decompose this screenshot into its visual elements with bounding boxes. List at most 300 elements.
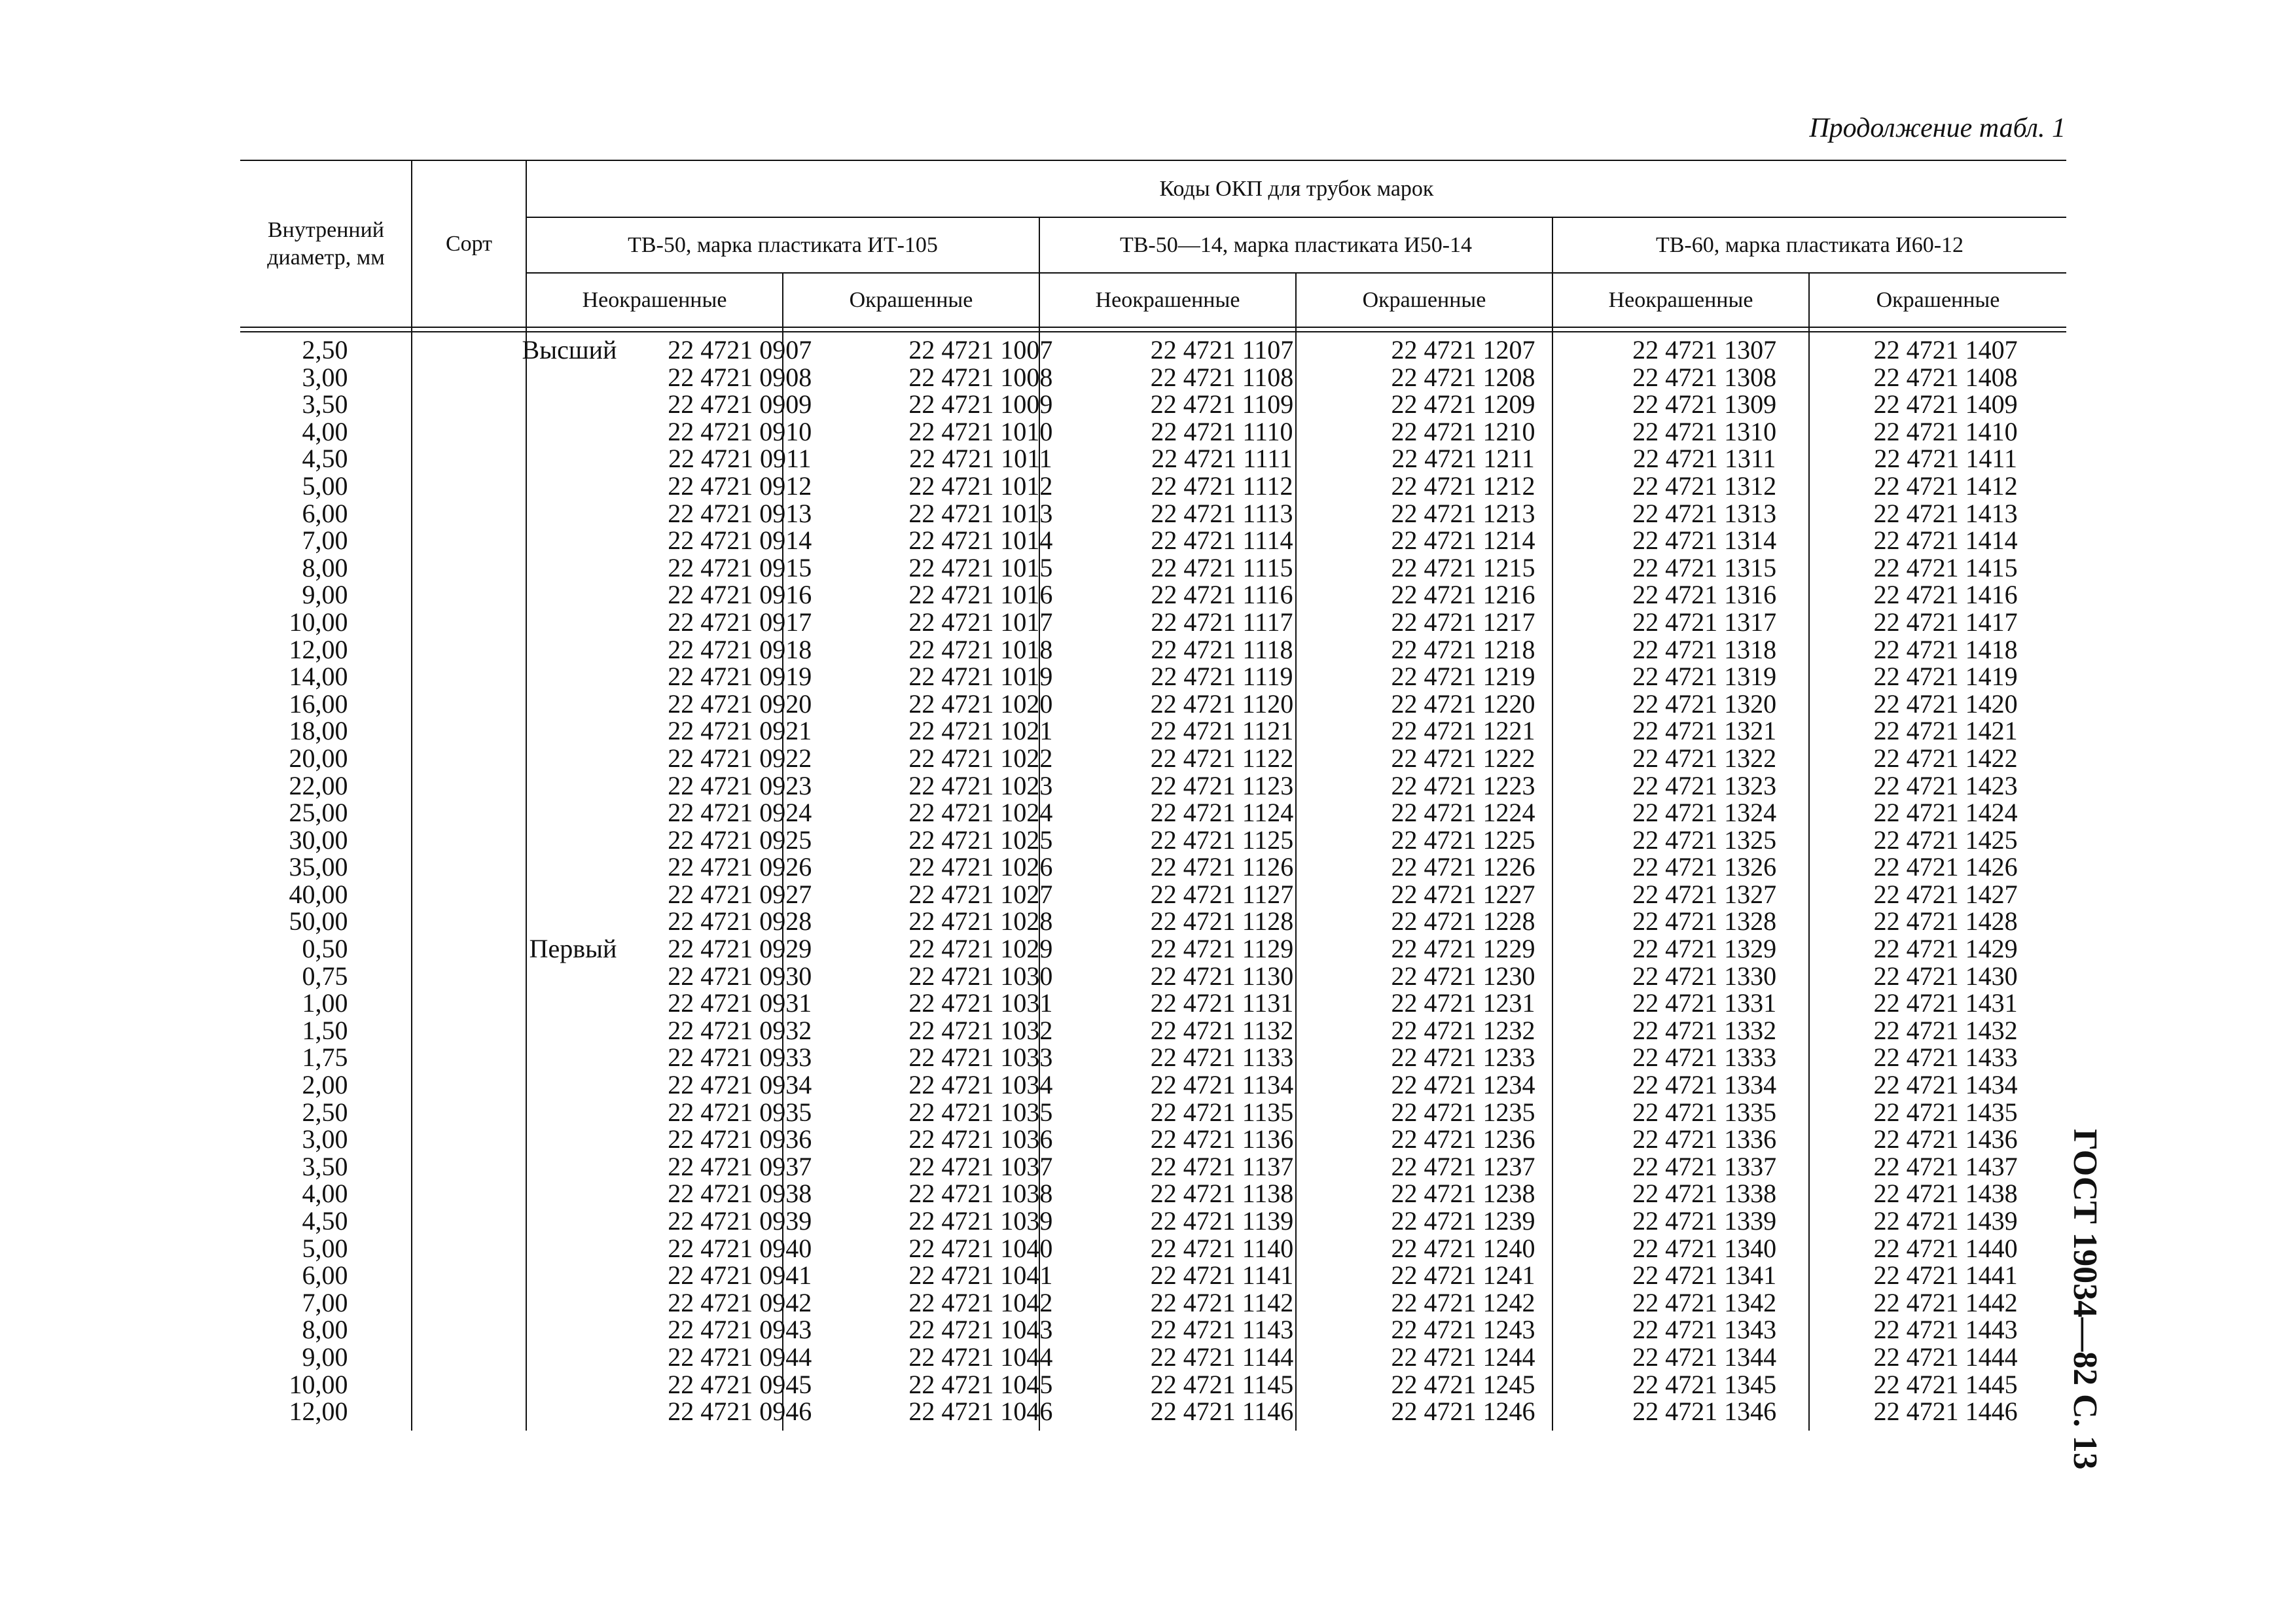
diameter-cell: 30,00 bbox=[289, 825, 348, 855]
okp-code-cell: 22 4721 1232 bbox=[1391, 1015, 1535, 1045]
okp-code-cell: 22 4721 0930 bbox=[668, 961, 812, 991]
okp-code-cell: 22 4721 1334 bbox=[1632, 1070, 1777, 1100]
okp-code-cell: 22 4721 1212 bbox=[1391, 471, 1535, 501]
okp-code-cell: 22 4721 1319 bbox=[1632, 662, 1777, 692]
okp-code-cell: 22 4721 1429 bbox=[1873, 934, 2018, 964]
okp-code-cell: 22 4721 1010 bbox=[908, 416, 1053, 446]
okp-code-cell: 22 4721 1114 bbox=[1151, 526, 1293, 556]
diameter-cell: 6,00 bbox=[302, 1260, 348, 1291]
okp-code-cell: 22 4721 1338 bbox=[1632, 1179, 1777, 1209]
diameter-cell: 4,00 bbox=[302, 416, 348, 446]
header-sub-2: Окрашенные bbox=[849, 287, 973, 312]
diameter-cell: 7,00 bbox=[302, 1287, 348, 1317]
table-row bbox=[240, 391, 2066, 418]
okp-code-cell: 22 4721 1415 bbox=[1873, 552, 2018, 582]
okp-code-cell: 22 4721 1016 bbox=[908, 580, 1053, 610]
okp-code-cell: 22 4721 1321 bbox=[1632, 716, 1777, 746]
okp-code-cell: 22 4721 0944 bbox=[668, 1342, 812, 1372]
okp-code-cell: 22 4721 1242 bbox=[1391, 1287, 1535, 1317]
okp-code-cell: 22 4721 0931 bbox=[668, 988, 812, 1018]
table-row bbox=[240, 1235, 2066, 1262]
okp-code-cell: 22 4721 1126 bbox=[1150, 852, 1294, 882]
grade-cell: Высший bbox=[522, 335, 617, 365]
okp-code-cell: 22 4721 1309 bbox=[1632, 389, 1777, 419]
okp-code-cell: 22 4721 0932 bbox=[668, 1015, 812, 1045]
okp-code-cell: 22 4721 1046 bbox=[908, 1397, 1053, 1427]
header-group-1: ТВ-50, марка пластиката ИТ-105 bbox=[628, 232, 938, 257]
okp-code-cell: 22 4721 1222 bbox=[1391, 743, 1535, 773]
okp-code-cell: 22 4721 1245 bbox=[1391, 1369, 1535, 1399]
okp-code-cell: 22 4721 1230 bbox=[1391, 961, 1535, 991]
diameter-cell: 3,50 bbox=[302, 389, 348, 419]
okp-code-cell: 22 4721 1431 bbox=[1873, 988, 2018, 1018]
okp-code-cell: 22 4721 1413 bbox=[1873, 498, 2018, 528]
okp-code-cell: 22 4721 1434 bbox=[1873, 1070, 2018, 1100]
okp-code-cell: 22 4721 1339 bbox=[1632, 1206, 1777, 1236]
okp-code-cell: 22 4721 1410 bbox=[1873, 416, 2018, 446]
okp-code-cell: 22 4721 1345 bbox=[1632, 1369, 1777, 1399]
grade-cell bbox=[348, 1044, 620, 1071]
okp-code-cell: 22 4721 0919 bbox=[668, 662, 812, 692]
okp-code-cell: 22 4721 1014 bbox=[908, 526, 1053, 556]
diameter-cell: 5,00 bbox=[302, 471, 348, 501]
okp-code-cell: 22 4721 1127 bbox=[1150, 879, 1294, 909]
diameter-cell: 3,00 bbox=[302, 362, 348, 392]
diameter-cell: 6,00 bbox=[302, 498, 348, 528]
grade-cell bbox=[348, 500, 620, 527]
table-row bbox=[240, 500, 2066, 527]
okp-code-cell: 22 4721 1207 bbox=[1391, 335, 1535, 365]
okp-code-cell: 22 4721 0943 bbox=[668, 1315, 812, 1345]
okp-code-cell: 22 4721 1315 bbox=[1632, 552, 1777, 582]
okp-code-cell: 22 4721 1144 bbox=[1150, 1342, 1294, 1372]
grade-cell bbox=[348, 1371, 620, 1399]
okp-code-cell: 22 4721 1140 bbox=[1150, 1233, 1294, 1263]
okp-code-cell: 22 4721 1009 bbox=[908, 389, 1053, 419]
okp-code-cell: 22 4721 0946 bbox=[668, 1397, 812, 1427]
okp-code-cell: 22 4721 0921 bbox=[668, 716, 812, 746]
okp-code-cell: 22 4721 1107 bbox=[1150, 335, 1294, 365]
grade-cell bbox=[348, 636, 620, 664]
okp-code-cell: 22 4721 1424 bbox=[1873, 798, 2018, 828]
grade-cell bbox=[348, 1316, 620, 1344]
grade-cell bbox=[348, 1235, 620, 1262]
standard-page-label: ГОСТ 19034—82 С. 13 bbox=[2066, 1129, 2104, 1470]
okp-code-cell: 22 4721 0942 bbox=[668, 1287, 812, 1317]
okp-code-cell: 22 4721 1437 bbox=[1873, 1151, 2018, 1181]
grade-cell bbox=[348, 554, 620, 582]
okp-code-cell: 22 4721 1216 bbox=[1391, 580, 1535, 610]
header-grade: Сорт bbox=[445, 231, 493, 256]
okp-code-cell: 22 4721 1041 bbox=[908, 1260, 1053, 1291]
okp-code-cell: 22 4721 1314 bbox=[1632, 526, 1777, 556]
okp-code-cell: 22 4721 1329 bbox=[1632, 934, 1777, 964]
okp-code-cell: 22 4721 1039 bbox=[908, 1206, 1053, 1236]
okp-code-cell: 22 4721 0937 bbox=[668, 1151, 812, 1181]
okp-code-cell: 22 4721 1213 bbox=[1391, 498, 1535, 528]
table-row bbox=[240, 1344, 2066, 1371]
table-row bbox=[240, 1017, 2066, 1044]
okp-code-cell: 22 4721 1028 bbox=[908, 906, 1053, 936]
okp-code-cell: 22 4721 1133 bbox=[1150, 1043, 1294, 1073]
diameter-cell: 14,00 bbox=[289, 662, 348, 692]
table-row bbox=[240, 1316, 2066, 1344]
okp-code-cell: 22 4721 1221 bbox=[1391, 716, 1535, 746]
table-row bbox=[240, 881, 2066, 908]
table-row bbox=[240, 1289, 2066, 1317]
okp-code-cell: 22 4721 1420 bbox=[1873, 688, 2018, 719]
header-codes-title: Коды ОКП для трубок марок bbox=[1159, 176, 1434, 201]
okp-code-cell: 22 4721 0910 bbox=[668, 416, 812, 446]
okp-code-cell: 22 4721 1237 bbox=[1391, 1151, 1535, 1181]
grade-cell bbox=[348, 799, 620, 827]
okp-code-cell: 22 4721 1322 bbox=[1632, 743, 1777, 773]
okp-code-cell: 22 4721 1346 bbox=[1632, 1397, 1777, 1427]
diameter-cell: 1,00 bbox=[302, 988, 348, 1018]
diameter-cell: 0,50 bbox=[302, 934, 348, 964]
okp-code-cell: 22 4721 1316 bbox=[1632, 580, 1777, 610]
okp-code-cell: 22 4721 1240 bbox=[1391, 1233, 1535, 1263]
okp-code-cell: 22 4721 0915 bbox=[668, 552, 812, 582]
okp-code-cell: 22 4721 1018 bbox=[908, 634, 1053, 664]
okp-code-cell: 22 4721 1111 bbox=[1151, 444, 1293, 474]
okp-code-cell: 22 4721 1243 bbox=[1391, 1315, 1535, 1345]
okp-code-cell: 22 4721 1421 bbox=[1873, 716, 2018, 746]
diameter-cell: 0,75 bbox=[302, 961, 348, 991]
okp-code-cell: 22 4721 1142 bbox=[1150, 1287, 1294, 1317]
diameter-cell: 50,00 bbox=[289, 906, 348, 936]
okp-code-cell: 22 4721 1227 bbox=[1391, 879, 1535, 909]
header-diameter: Внутренний диаметр, мм bbox=[267, 217, 385, 270]
okp-code-cell: 22 4721 1320 bbox=[1632, 688, 1777, 719]
table-row bbox=[240, 1180, 2066, 1207]
diameter-cell: 1,50 bbox=[302, 1015, 348, 1045]
table-row bbox=[240, 1044, 2066, 1071]
okp-code-cell: 22 4721 0916 bbox=[668, 580, 812, 610]
okp-code-cell: 22 4721 1108 bbox=[1150, 362, 1294, 392]
table-row bbox=[240, 908, 2066, 935]
table-row bbox=[240, 609, 2066, 636]
okp-code-cell: 22 4721 1409 bbox=[1873, 389, 2018, 419]
okp-code-cell: 22 4721 1033 bbox=[908, 1043, 1053, 1073]
grade-cell bbox=[348, 827, 620, 854]
diameter-cell: 8,00 bbox=[302, 552, 348, 582]
okp-code-cell: 22 4721 1418 bbox=[1873, 634, 2018, 664]
table-row bbox=[240, 1126, 2066, 1153]
grade-cell bbox=[348, 1207, 620, 1235]
okp-code-cell: 22 4721 1138 bbox=[1150, 1179, 1294, 1209]
okp-code-cell: 22 4721 1241 bbox=[1391, 1260, 1535, 1291]
okp-code-cell: 22 4721 1143 bbox=[1150, 1315, 1294, 1345]
okp-code-cell: 22 4721 1208 bbox=[1391, 362, 1535, 392]
okp-code-cell: 22 4721 0934 bbox=[668, 1070, 812, 1100]
diameter-cell: 2,50 bbox=[302, 1097, 348, 1127]
okp-code-cell: 22 4721 1440 bbox=[1873, 1233, 2018, 1263]
okp-code-cell: 22 4721 1035 bbox=[908, 1097, 1053, 1127]
okp-code-cell: 22 4721 1229 bbox=[1391, 934, 1535, 964]
okp-code-cell: 22 4721 1044 bbox=[908, 1342, 1053, 1372]
okp-code-cell: 22 4721 1024 bbox=[908, 798, 1053, 828]
header-sub-1: Неокрашенные bbox=[582, 287, 727, 312]
okp-code-cell: 22 4721 1134 bbox=[1150, 1070, 1294, 1100]
grade-cell bbox=[348, 1289, 620, 1317]
okp-code-cell: 22 4721 1209 bbox=[1391, 389, 1535, 419]
okp-code-cell: 22 4721 1036 bbox=[908, 1124, 1053, 1154]
okp-code-cell: 22 4721 1219 bbox=[1391, 662, 1535, 692]
okp-code-cell: 22 4721 1119 bbox=[1151, 662, 1293, 692]
diameter-cell: 2,00 bbox=[302, 1070, 348, 1100]
okp-code-cell: 22 4721 1411 bbox=[1874, 444, 2017, 474]
okp-code-cell: 22 4721 1042 bbox=[908, 1287, 1053, 1317]
okp-code-cell: 22 4721 1020 bbox=[908, 688, 1053, 719]
okp-code-cell: 22 4721 1326 bbox=[1632, 852, 1777, 882]
okp-code-cell: 22 4721 1012 bbox=[908, 471, 1053, 501]
diameter-cell: 10,00 bbox=[289, 607, 348, 637]
table-row bbox=[240, 717, 2066, 745]
okp-code-cell: 22 4721 1210 bbox=[1391, 416, 1535, 446]
okp-code-cell: 22 4721 1135 bbox=[1150, 1097, 1294, 1127]
okp-code-cell: 22 4721 1235 bbox=[1391, 1097, 1535, 1127]
okp-code-cell: 22 4721 1414 bbox=[1873, 526, 2018, 556]
okp-code-cell: 22 4721 1311 bbox=[1632, 444, 1776, 474]
header-bottom-rule-2 bbox=[240, 331, 2066, 332]
okp-code-cell: 22 4721 0945 bbox=[668, 1369, 812, 1399]
okp-code-cell: 22 4721 1438 bbox=[1873, 1179, 2018, 1209]
okp-code-cell: 22 4721 1032 bbox=[908, 1015, 1053, 1045]
header-group-3: ТВ-60, марка пластиката И60-12 bbox=[1655, 232, 1964, 257]
grade-cell bbox=[348, 1398, 620, 1425]
okp-code-cell: 22 4721 1313 bbox=[1632, 498, 1777, 528]
okp-code-cell: 22 4721 1439 bbox=[1873, 1206, 2018, 1236]
grade-cell bbox=[348, 473, 620, 500]
table-row bbox=[240, 853, 2066, 881]
okp-code-cell: 22 4721 1026 bbox=[908, 852, 1053, 882]
okp-code-cell: 22 4721 0925 bbox=[668, 825, 812, 855]
grade-cell bbox=[348, 1017, 620, 1044]
header-sub-4: Окрашенные bbox=[1362, 287, 1486, 312]
okp-code-cell: 22 4721 1214 bbox=[1391, 526, 1535, 556]
okp-code-cell: 22 4721 1218 bbox=[1391, 634, 1535, 664]
okp-code-cell: 22 4721 0922 bbox=[668, 743, 812, 773]
okp-code-cell: 22 4721 1034 bbox=[908, 1070, 1053, 1100]
okp-code-cell: 22 4721 0918 bbox=[668, 634, 812, 664]
okp-code-cell: 22 4721 1220 bbox=[1391, 688, 1535, 719]
grade-cell bbox=[348, 663, 620, 690]
okp-code-cell: 22 4721 1307 bbox=[1632, 335, 1777, 365]
okp-code-cell: 22 4721 1446 bbox=[1873, 1397, 2018, 1427]
okp-code-cell: 22 4721 0924 bbox=[668, 798, 812, 828]
diameter-cell: 12,00 bbox=[289, 1397, 348, 1427]
table-row bbox=[240, 445, 2066, 473]
okp-code-cell: 22 4721 1341 bbox=[1632, 1260, 1777, 1291]
okp-code-cell: 22 4721 1335 bbox=[1632, 1097, 1777, 1127]
okp-code-cell: 22 4721 0941 bbox=[668, 1260, 812, 1291]
table-row bbox=[240, 418, 2066, 446]
okp-code-cell: 22 4721 1408 bbox=[1873, 362, 2018, 392]
header-sub-5: Неокрашенные bbox=[1608, 287, 1753, 312]
okp-code-cell: 22 4721 1332 bbox=[1632, 1015, 1777, 1045]
okp-code-cell: 22 4721 1022 bbox=[908, 743, 1053, 773]
okp-code-cell: 22 4721 1031 bbox=[908, 988, 1053, 1018]
okp-code-cell: 22 4721 1115 bbox=[1151, 552, 1293, 582]
table-row bbox=[240, 663, 2066, 690]
okp-code-cell: 22 4721 1436 bbox=[1873, 1124, 2018, 1154]
table-row bbox=[240, 799, 2066, 827]
grade-cell bbox=[348, 1262, 620, 1289]
table-row bbox=[240, 827, 2066, 854]
okp-code-cell: 22 4721 1337 bbox=[1632, 1151, 1777, 1181]
okp-code-cell: 22 4721 1443 bbox=[1873, 1315, 2018, 1345]
okp-code-cell: 22 4721 1029 bbox=[908, 934, 1053, 964]
diameter-cell: 4,50 bbox=[302, 444, 348, 474]
table-row bbox=[240, 527, 2066, 554]
okp-code-cell: 22 4721 1025 bbox=[908, 825, 1053, 855]
okp-code-cell: 22 4721 1137 bbox=[1150, 1151, 1294, 1181]
table-row bbox=[240, 336, 2066, 364]
okp-code-cell: 22 4721 1019 bbox=[908, 662, 1053, 692]
okp-code-cell: 22 4721 1113 bbox=[1151, 498, 1293, 528]
okp-code-cell: 22 4721 1430 bbox=[1873, 961, 2018, 991]
grade-cell: Первый bbox=[529, 934, 617, 964]
diameter-cell: 20,00 bbox=[289, 743, 348, 773]
table-row bbox=[240, 1371, 2066, 1399]
grade-cell bbox=[348, 391, 620, 418]
okp-code-cell: 22 4721 1125 bbox=[1150, 825, 1294, 855]
okp-code-cell: 22 4721 0927 bbox=[668, 879, 812, 909]
okp-code-cell: 22 4721 1417 bbox=[1873, 607, 2018, 637]
okp-code-cell: 22 4721 1030 bbox=[908, 961, 1053, 991]
okp-code-cell: 22 4721 1011 bbox=[909, 444, 1052, 474]
okp-code-cell: 22 4721 1109 bbox=[1150, 389, 1294, 419]
grade-cell bbox=[348, 990, 620, 1017]
okp-code-cell: 22 4721 1422 bbox=[1873, 743, 2018, 773]
header-sub-6: Окрашенные bbox=[1876, 287, 2000, 312]
okp-code-cell: 22 4721 0935 bbox=[668, 1097, 812, 1127]
okp-code-cell: 22 4721 1141 bbox=[1150, 1260, 1294, 1291]
okp-code-cell: 22 4721 1121 bbox=[1150, 716, 1294, 746]
diameter-cell: 4,00 bbox=[302, 1179, 348, 1209]
diameter-cell: 7,00 bbox=[302, 526, 348, 556]
okp-code-cell: 22 4721 1118 bbox=[1151, 634, 1293, 664]
okp-code-cell: 22 4721 1419 bbox=[1873, 662, 2018, 692]
okp-code-cell: 22 4721 1122 bbox=[1150, 743, 1294, 773]
okp-code-cell: 22 4721 0929 bbox=[668, 934, 812, 964]
okp-code-cell: 22 4721 1435 bbox=[1873, 1097, 2018, 1127]
okp-code-cell: 22 4721 1124 bbox=[1150, 798, 1294, 828]
grade-cell bbox=[348, 853, 620, 881]
table-row bbox=[240, 581, 2066, 609]
okp-code-cell: 22 4721 1013 bbox=[908, 498, 1053, 528]
diameter-cell: 8,00 bbox=[302, 1315, 348, 1345]
okp-code-cell: 22 4721 1308 bbox=[1632, 362, 1777, 392]
table-row bbox=[240, 364, 2066, 391]
table-row bbox=[240, 1207, 2066, 1235]
header-group-2: ТВ-50—14, марка пластиката И50-14 bbox=[1119, 232, 1473, 257]
okp-code-cell: 22 4721 1116 bbox=[1151, 580, 1293, 610]
okp-code-cell: 22 4721 1215 bbox=[1391, 552, 1535, 582]
table-row bbox=[240, 690, 2066, 718]
okp-code-cell: 22 4721 1423 bbox=[1873, 770, 2018, 800]
okp-code-cell: 22 4721 1211 bbox=[1391, 444, 1535, 474]
diameter-cell: 22,00 bbox=[289, 770, 348, 800]
okp-code-cell: 22 4721 0933 bbox=[668, 1043, 812, 1073]
diameter-cell: 1,75 bbox=[302, 1043, 348, 1073]
okp-code-cell: 22 4721 1324 bbox=[1632, 798, 1777, 828]
grade-cell bbox=[348, 364, 620, 391]
okp-code-cell: 22 4721 1226 bbox=[1391, 852, 1535, 882]
table-row bbox=[240, 1262, 2066, 1289]
okp-code-cell: 22 4721 0928 bbox=[668, 906, 812, 936]
diameter-cell: 35,00 bbox=[289, 852, 348, 882]
okp-code-cell: 22 4721 0926 bbox=[668, 852, 812, 882]
diameter-cell: 3,00 bbox=[302, 1124, 348, 1154]
diameter-cell: 9,00 bbox=[302, 1342, 348, 1372]
okp-code-cell: 22 4721 1425 bbox=[1873, 825, 2018, 855]
okp-code-cell: 22 4721 1027 bbox=[908, 879, 1053, 909]
okp-code-cell: 22 4721 1331 bbox=[1632, 988, 1777, 1018]
header-bottom-rule-1 bbox=[240, 327, 2066, 328]
okp-code-cell: 22 4721 0913 bbox=[668, 498, 812, 528]
okp-code-cell: 22 4721 1427 bbox=[1873, 879, 2018, 909]
okp-code-cell: 22 4721 1344 bbox=[1632, 1342, 1777, 1372]
okp-code-cell: 22 4721 1131 bbox=[1150, 988, 1294, 1018]
okp-code-cell: 22 4721 1312 bbox=[1632, 471, 1777, 501]
okp-code-cell: 22 4721 1325 bbox=[1632, 825, 1777, 855]
okp-code-cell: 22 4721 1040 bbox=[908, 1233, 1053, 1263]
okp-code-cell: 22 4721 1015 bbox=[908, 552, 1053, 582]
okp-code-cell: 22 4721 1333 bbox=[1632, 1043, 1777, 1073]
okp-code-cell: 22 4721 1330 bbox=[1632, 961, 1777, 991]
okp-code-cell: 22 4721 1120 bbox=[1150, 688, 1294, 719]
continuation-label: Продолжение табл. 1 bbox=[1809, 113, 2066, 143]
okp-code-cell: 22 4721 1327 bbox=[1632, 879, 1777, 909]
okp-code-cell: 22 4721 1416 bbox=[1873, 580, 2018, 610]
grade-cell bbox=[348, 745, 620, 772]
okp-code-cell: 22 4721 1223 bbox=[1391, 770, 1535, 800]
okp-code-cell: 22 4721 1317 bbox=[1632, 607, 1777, 637]
okp-code-cell: 22 4721 1146 bbox=[1150, 1397, 1294, 1427]
okp-code-cell: 22 4721 1231 bbox=[1391, 988, 1535, 1018]
okp-code-cell: 22 4721 1123 bbox=[1150, 770, 1294, 800]
okp-code-cell: 22 4721 1225 bbox=[1391, 825, 1535, 855]
okp-code-cell: 22 4721 1139 bbox=[1150, 1206, 1294, 1236]
okp-code-cell: 22 4721 1112 bbox=[1151, 471, 1293, 501]
okp-code-cell: 22 4721 1234 bbox=[1391, 1070, 1535, 1100]
diameter-cell: 10,00 bbox=[289, 1369, 348, 1399]
okp-code-cell: 22 4721 1110 bbox=[1151, 416, 1293, 446]
okp-code-cell: 22 4721 1444 bbox=[1873, 1342, 2018, 1372]
okp-code-cell: 22 4721 0917 bbox=[668, 607, 812, 637]
okp-code-cell: 22 4721 1007 bbox=[908, 335, 1053, 365]
diameter-cell: 2,50 bbox=[302, 335, 348, 365]
diameter-cell: 4,50 bbox=[302, 1206, 348, 1236]
grade-cell bbox=[348, 690, 620, 718]
grade-cell bbox=[348, 1153, 620, 1181]
okp-code-cell: 22 4721 1246 bbox=[1391, 1397, 1535, 1427]
okp-code-cell: 22 4721 1236 bbox=[1391, 1124, 1535, 1154]
okp-code-cell: 22 4721 0908 bbox=[668, 362, 812, 392]
grade-cell bbox=[348, 1344, 620, 1371]
okp-code-cell: 22 4721 1318 bbox=[1632, 634, 1777, 664]
okp-code-cell: 22 4721 0911 bbox=[668, 444, 812, 474]
okp-code-cell: 22 4721 0936 bbox=[668, 1124, 812, 1154]
okp-code-cell: 22 4721 1336 bbox=[1632, 1124, 1777, 1154]
diameter-cell: 3,50 bbox=[302, 1151, 348, 1181]
diameter-cell: 16,00 bbox=[289, 688, 348, 719]
okp-code-cell: 22 4721 1441 bbox=[1873, 1260, 2018, 1291]
table-row bbox=[240, 745, 2066, 772]
okp-code-cell: 22 4721 1433 bbox=[1873, 1043, 2018, 1073]
